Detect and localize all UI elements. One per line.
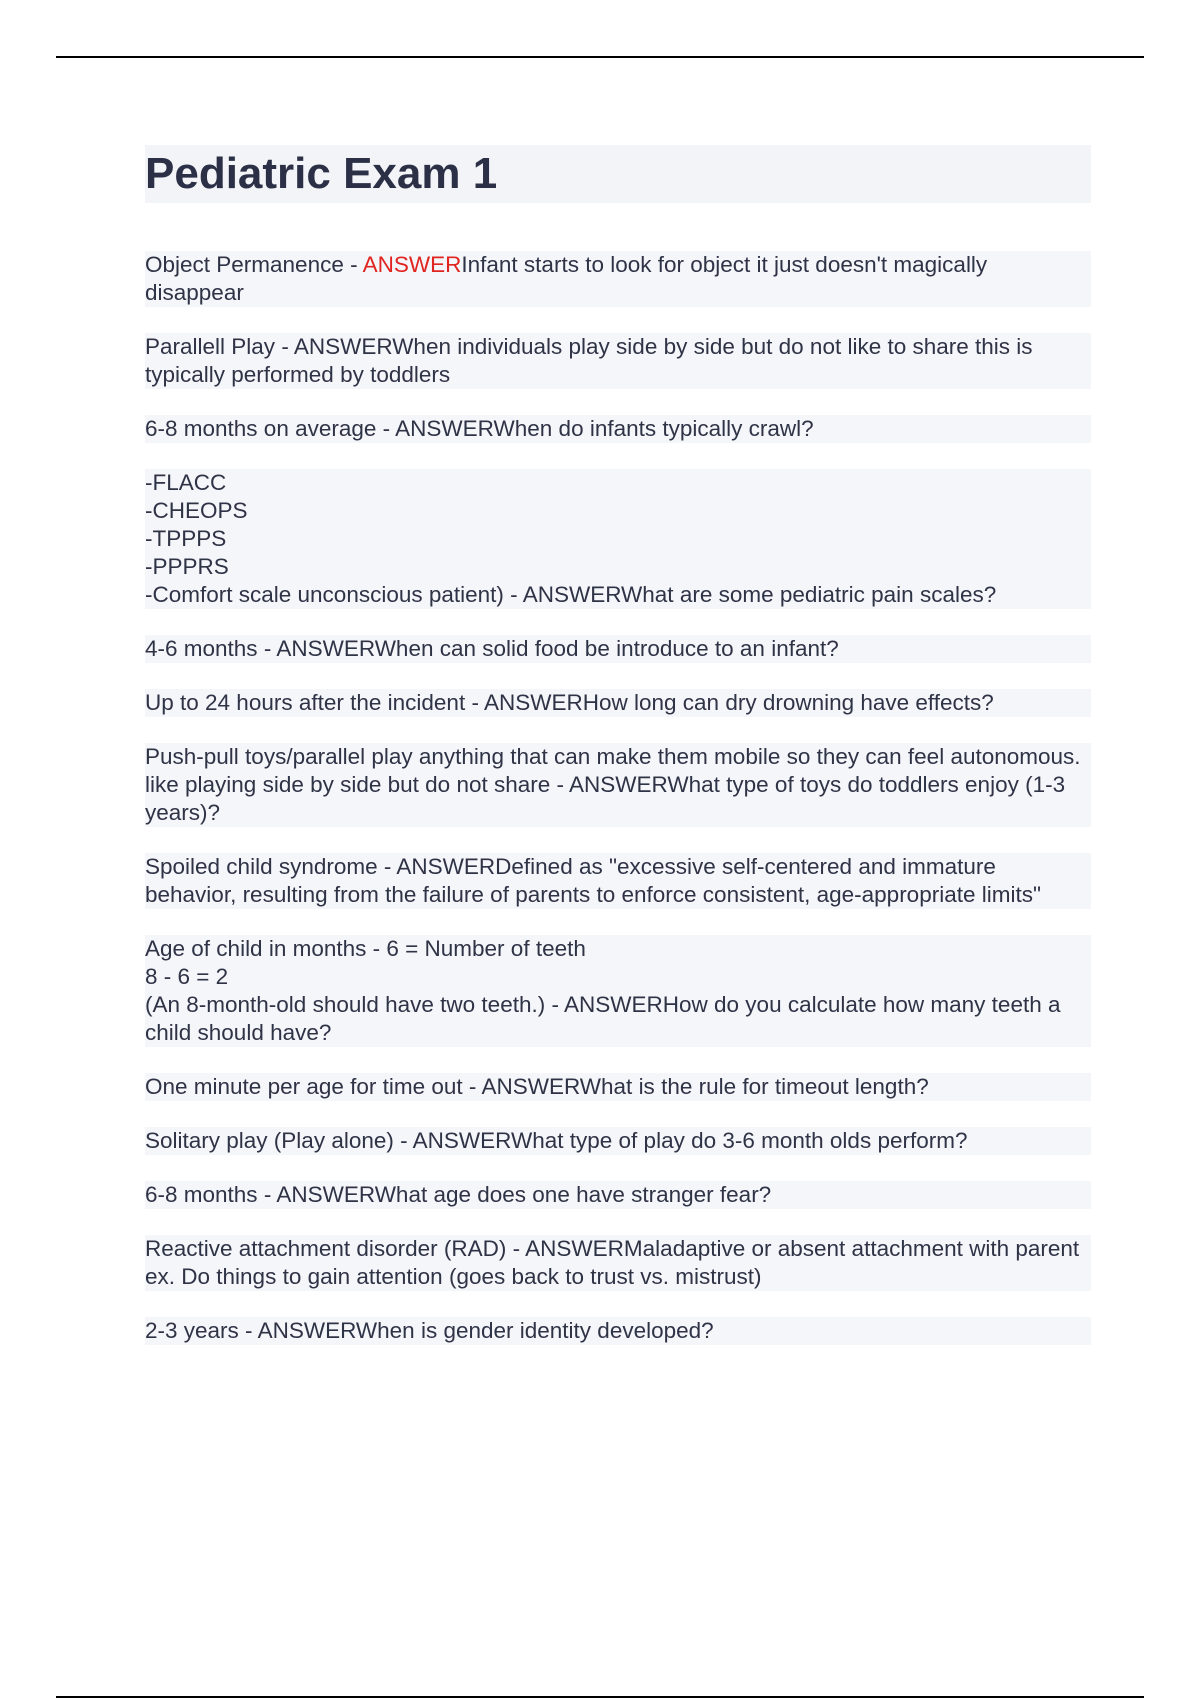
entry-term: One minute per age for time out bbox=[145, 1074, 463, 1099]
answer-label: ANSWER bbox=[483, 690, 583, 715]
entry-separator: - bbox=[275, 334, 294, 359]
entry-definition: What is the rule for timeout length? bbox=[579, 1074, 929, 1099]
entry-definition: What type of toys do toddlers enjoy (1-3 years)? bbox=[145, 772, 1066, 825]
entry-term: 4-6 months bbox=[145, 636, 258, 661]
entry-separator: - bbox=[465, 690, 484, 715]
answer-label: ANSWER bbox=[276, 636, 375, 661]
entry-term: Reactive attachment disorder (RAD) bbox=[145, 1236, 507, 1261]
entry-definition: When is gender identity developed? bbox=[355, 1318, 714, 1343]
answer-label: ANSWER bbox=[257, 1318, 356, 1343]
entry-separator: - bbox=[377, 854, 397, 879]
bottom-rule bbox=[56, 1696, 1144, 1698]
entry-definition: When do infants typically crawl? bbox=[493, 416, 814, 441]
entry-separator: - bbox=[238, 1318, 258, 1343]
entry-term: Push-pull toys/parallel play anything that can make them mobile so they can feel autonomous. like playing side by side but do not share bbox=[145, 744, 1081, 797]
qa-entry bbox=[145, 1181, 1091, 1209]
qa-entry bbox=[145, 935, 1091, 1047]
entry-definition: What age does one have stranger fear? bbox=[374, 1182, 772, 1207]
entry-separator: - bbox=[343, 252, 363, 277]
answer-label: ANSWER bbox=[564, 992, 663, 1017]
entry-definition: Defined as "excessive self-centered and immature behavior, resulting from the failure of parents to enforce consistent, age-appropriate limits" bbox=[145, 854, 1041, 907]
qa-entry bbox=[145, 635, 1091, 663]
qa-entry bbox=[145, 333, 1091, 389]
entry-term: 6-8 months on average bbox=[145, 416, 377, 441]
qa-entry bbox=[145, 469, 1091, 609]
entry-definition: When individuals play side by side but do not like to share this is typically performed by toddlers bbox=[145, 334, 1033, 387]
answer-label: ANSWER bbox=[396, 854, 496, 879]
entry-separator: - bbox=[393, 1128, 413, 1153]
entry-term: Solitary play (Play alone) bbox=[145, 1128, 394, 1153]
answer-label: ANSWER bbox=[412, 1128, 511, 1153]
qa-entry bbox=[145, 251, 1091, 307]
qa-entry bbox=[145, 1317, 1091, 1345]
entry-separator: - bbox=[545, 992, 564, 1017]
page-title: Pediatric Exam 1 bbox=[145, 149, 498, 198]
entry-separator: - bbox=[550, 772, 570, 797]
answer-label: ANSWER bbox=[481, 1074, 580, 1099]
entry-term: Age of child in months - 6 = Number of teeth 8 - 6 = 2 (An 8-month-old should have two teeth.) bbox=[145, 936, 586, 1017]
qa-list bbox=[145, 251, 1091, 1345]
answer-label: ANSWER bbox=[395, 416, 494, 441]
entry-separator: - bbox=[257, 636, 277, 661]
entry-definition: What are some pediatric pain scales? bbox=[621, 582, 997, 607]
entry-separator: - bbox=[257, 1182, 277, 1207]
entry-definition: When can solid food be introduce to an infant? bbox=[374, 636, 839, 661]
qa-entry bbox=[145, 1073, 1091, 1101]
entry-definition: How long can dry drowning have effects? bbox=[582, 690, 994, 715]
qa-entry bbox=[145, 853, 1091, 909]
entry-term: 6-8 months bbox=[145, 1182, 258, 1207]
qa-entry bbox=[145, 1127, 1091, 1155]
entry-separator: - bbox=[462, 1074, 482, 1099]
answer-label: ANSWER bbox=[525, 1236, 624, 1261]
entry-term: Parallell Play bbox=[145, 334, 276, 359]
answer-label: ANSWER bbox=[293, 334, 393, 359]
answer-label: ANSWER bbox=[522, 582, 622, 607]
document-content bbox=[145, 145, 1091, 1371]
entry-separator: - bbox=[506, 1236, 526, 1261]
top-rule bbox=[56, 56, 1144, 58]
answer-label: ANSWER bbox=[569, 772, 668, 797]
qa-entry bbox=[145, 743, 1091, 827]
entry-definition: Maladaptive or absent attachment with parent ex. Do things to gain attention (goes back to trust vs. mistrust) bbox=[145, 1236, 1080, 1289]
qa-entry bbox=[145, 415, 1091, 443]
title-band bbox=[145, 145, 1091, 203]
entry-term: Up to 24 hours after the incident bbox=[145, 690, 466, 715]
answer-label: ANSWER bbox=[276, 1182, 375, 1207]
entry-separator: - bbox=[503, 582, 523, 607]
entry-separator: - bbox=[376, 416, 396, 441]
qa-entry bbox=[145, 1235, 1091, 1291]
answer-label: ANSWER bbox=[362, 252, 462, 277]
entry-term: -FLACC -CHEOPS -TPPPS -PPPRS -Comfort scale unconscious patient) bbox=[145, 470, 504, 607]
entry-definition: How do you calculate how many teeth a child should have? bbox=[145, 992, 1061, 1045]
entry-term: 2-3 years bbox=[145, 1318, 239, 1343]
entry-definition: What type of play do 3-6 month olds perform? bbox=[511, 1128, 968, 1153]
entry-term: Spoiled child syndrome bbox=[145, 854, 378, 879]
entry-term: Object Permanence bbox=[145, 252, 344, 277]
entry-definition: Infant starts to look for object it just doesn't magically disappear bbox=[145, 252, 988, 305]
qa-entry bbox=[145, 689, 1091, 717]
